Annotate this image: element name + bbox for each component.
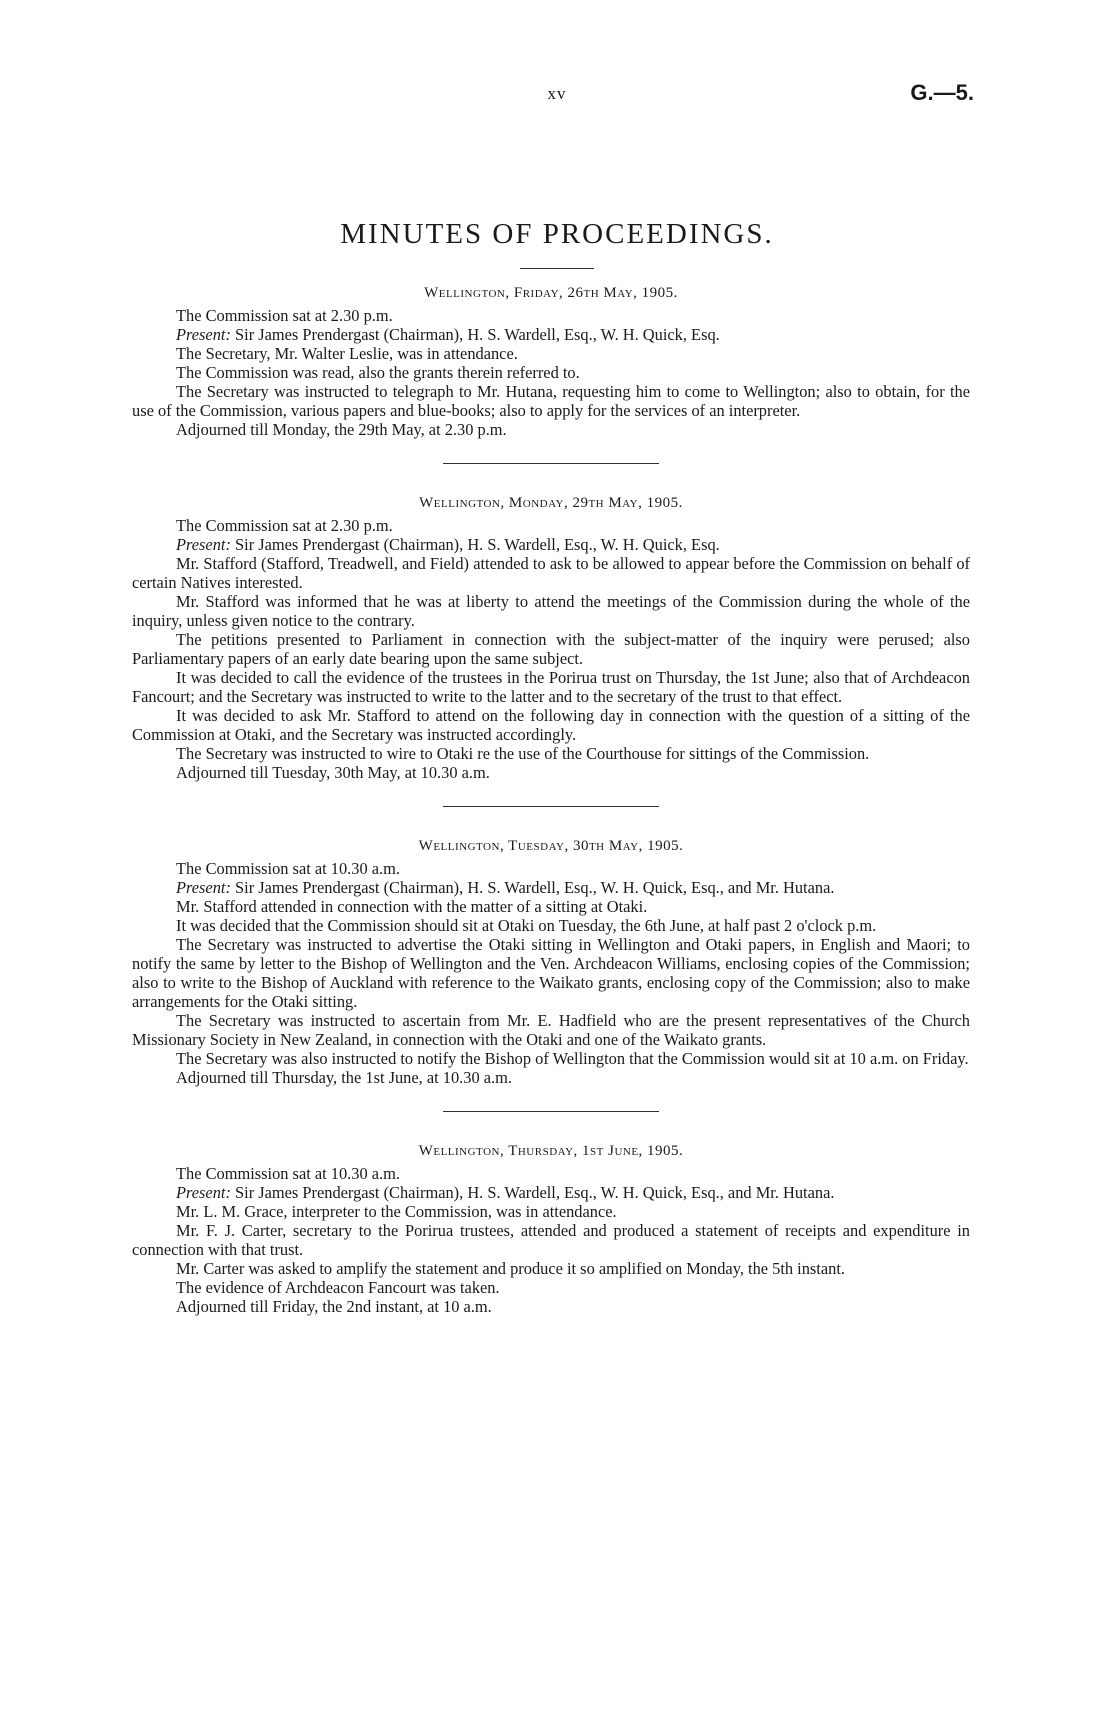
minutes-section <box>132 284 970 439</box>
minutes-section <box>132 494 970 782</box>
minute-paragraph <box>132 516 970 535</box>
page-title: MINUTES OF PROCEEDINGS. <box>340 218 774 250</box>
paragraph-text: The Secretary was also instructed to notify the Bishop of Wellington that the Commission would sit at 10 a.m. on Friday. <box>176 1049 969 1068</box>
paragraph-text: Mr. Stafford was informed that he was at liberty to attend the meetings of the Commission during the whole of the inquiry, unless given notice to the contrary. <box>132 592 970 630</box>
minute-paragraph <box>132 382 970 420</box>
paragraph-text: The Secretary was instructed to ascertain from Mr. E. Hadfield who are the present representatives of the Church Missionary Society in New Zealand, in connection with the Otaki and one of the Waikato grants. <box>132 1011 970 1049</box>
present-label: Present: <box>176 325 231 344</box>
minute-paragraph <box>132 1164 970 1183</box>
minute-paragraph <box>132 1011 970 1049</box>
paragraph-text: Adjourned till Tuesday, 30th May, at 10.30 a.m. <box>176 763 490 782</box>
minute-paragraph <box>132 1049 970 1068</box>
paragraph-text: The Commission was read, also the grants therein referred to. <box>176 363 580 382</box>
paragraph-text: The Secretary was instructed to advertise the Otaki sitting in Wellington and Otaki papers, in English and Maori; to notify the same by letter to the Bishop of Wellington and the Ven. Archdeacon Williams, enclosing copies of the Commission; also to write to the Bishop of Auckland with reference to the Waikato grants, enclosing copy of the Commission; also to make arrangements for the Otaki sitting. <box>132 935 970 1011</box>
paragraph-text: The Commission sat at 2.30 p.m. <box>176 516 393 535</box>
section-divider <box>443 1111 659 1112</box>
present-label: Present: <box>176 878 231 897</box>
document-reference: G.—5. <box>910 80 974 105</box>
minute-paragraph <box>132 897 970 916</box>
minute-paragraph <box>132 592 970 630</box>
minute-paragraph <box>132 706 970 744</box>
section-heading: Wellington, Thursday, 1st June, 1905. <box>418 1143 684 1159</box>
present-label: Present: <box>176 535 231 554</box>
page-number: xv <box>547 84 567 103</box>
minute-paragraph <box>132 763 970 782</box>
paragraph-text: The Secretary, Mr. Walter Leslie, was in attendance. <box>176 344 518 363</box>
minute-paragraph <box>132 668 970 706</box>
minute-paragraph <box>132 1202 970 1221</box>
section-heading: Wellington, Friday, 26th May, 1905. <box>424 285 678 301</box>
paragraph-text: It was decided to ask Mr. Stafford to attend on the following day in connection with the question of a sitting of the Commission at Otaki, and the Secretary was instructed accordingly. <box>132 706 970 744</box>
minute-paragraph <box>132 1221 970 1259</box>
paragraph-text: The evidence of Archdeacon Fancourt was taken. <box>176 1278 500 1297</box>
paragraph-text: The petitions presented to Parliament in connection with the subject-matter of the inquiry were perused; also Parliamentary papers of an early date bearing upon the same subject. <box>132 630 970 668</box>
minute-paragraph <box>132 916 970 935</box>
paragraph-text: Adjourned till Monday, the 29th May, at 2.30 p.m. <box>176 420 507 439</box>
paragraph-text: Mr. Carter was asked to amplify the statement and produce it so amplified on Monday, the 5th instant. <box>176 1259 845 1278</box>
minute-paragraph <box>132 344 970 363</box>
minute-paragraph <box>132 420 970 439</box>
paragraph-text: Mr. F. J. Carter, secretary to the Porirua trustees, attended and produced a statement of receipts and expenditure in connection with that trust. <box>132 1221 970 1259</box>
minute-paragraph <box>132 744 970 763</box>
section-divider <box>443 806 659 807</box>
minute-paragraph <box>132 554 970 592</box>
paragraph-text: The Secretary was instructed to wire to Otaki re the use of the Courthouse for sittings of the Commission. <box>176 744 870 763</box>
minute-paragraph <box>132 935 970 1011</box>
minute-paragraph <box>132 878 970 897</box>
minute-paragraph <box>132 306 970 325</box>
paragraph-text: Mr. Stafford attended in connection with the matter of a sitting at Otaki. <box>176 897 648 916</box>
minutes-body <box>132 284 970 1316</box>
paragraph-text: Adjourned till Friday, the 2nd instant, at 10 a.m. <box>176 1297 492 1316</box>
section-heading: Wellington, Monday, 29th May, 1905. <box>419 495 683 511</box>
paragraph-text: Sir James Prendergast (Chairman), H. S. Wardell, Esq., W. H. Quick, Esq. <box>230 535 720 554</box>
minute-paragraph <box>132 630 970 668</box>
minute-paragraph <box>132 1183 970 1202</box>
paragraph-text: It was decided to call the evidence of the trustees in the Porirua trust on Thursday, the 1st June; also that of Archdeacon Fancourt; and the Secretary was instructed to write to the latter and to the secretary of the trust to that effect. <box>132 668 970 706</box>
minute-paragraph <box>132 535 970 554</box>
paragraph-text: Adjourned till Thursday, the 1st June, at 10.30 a.m. <box>176 1068 512 1087</box>
paragraph-text: The Secretary was instructed to telegraph to Mr. Hutana, requesting him to come to Wellington; also to obtain, for the use of the Commission, various papers and blue-books; also to apply for the services of an interpreter. <box>132 382 970 420</box>
minute-paragraph <box>132 325 970 344</box>
paragraph-text: It was decided that the Commission should sit at Otaki on Tuesday, the 6th June, at half past 2 o'clock p.m. <box>176 916 877 935</box>
minutes-section <box>132 1142 970 1316</box>
paragraph-text: The Commission sat at 2.30 p.m. <box>176 306 393 325</box>
title-divider <box>520 268 594 269</box>
paragraph-text: Mr. L. M. Grace, interpreter to the Commission, was in attendance. <box>176 1202 617 1221</box>
minute-paragraph <box>132 1259 970 1278</box>
minute-paragraph <box>132 1297 970 1316</box>
paragraph-text: Mr. Stafford (Stafford, Treadwell, and Field) attended to ask to be allowed to appear before the Commission on behalf of certain Natives interested. <box>132 554 970 592</box>
minutes-section <box>132 837 970 1087</box>
minute-paragraph <box>132 1068 970 1087</box>
minute-paragraph <box>132 1278 970 1297</box>
paragraph-text: Sir James Prendergast (Chairman), H. S. Wardell, Esq., W. H. Quick, Esq., and Mr. Hutana. <box>230 878 835 897</box>
minute-paragraph <box>132 859 970 878</box>
minute-paragraph <box>132 363 970 382</box>
paragraph-text: Sir James Prendergast (Chairman), H. S. Wardell, Esq., W. H. Quick, Esq., and Mr. Hutana. <box>230 1183 835 1202</box>
section-divider <box>443 463 659 464</box>
paragraph-text: The Commission sat at 10.30 a.m. <box>176 859 400 878</box>
present-label: Present: <box>176 1183 231 1202</box>
paragraph-text: Sir James Prendergast (Chairman), H. S. Wardell, Esq., W. H. Quick, Esq. <box>230 325 720 344</box>
paragraph-text: The Commission sat at 10.30 a.m. <box>176 1164 400 1183</box>
section-heading: Wellington, Tuesday, 30th May, 1905. <box>418 838 684 854</box>
